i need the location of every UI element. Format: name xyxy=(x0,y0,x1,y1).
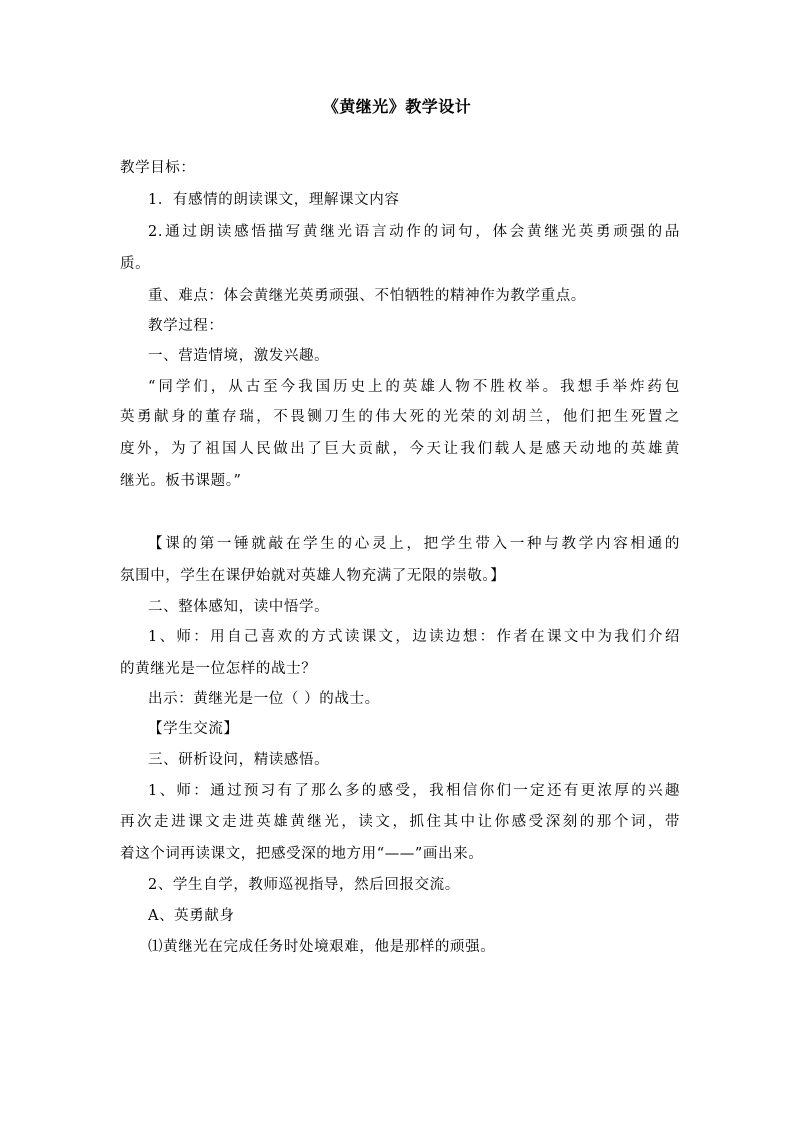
paragraph-line: 【课的第一锤就敲在学生的心灵上，把学生带入一种与教学内容相通的 xyxy=(148,536,680,552)
paragraph-line: 1．有感情的朗读课文，理解课文内容 xyxy=(148,192,400,208)
paragraph-line: 【学生交流】 xyxy=(148,721,239,737)
paragraph-line: 质。 xyxy=(120,256,151,272)
paragraph-line: 二、整体感知，读中悟学。 xyxy=(148,599,330,615)
paragraph-line: 1、师：用自己喜欢的方式读课文，边读边想：作者在课文中为我们介绍 xyxy=(148,629,680,645)
paragraph-line: 2、学生自学，教师巡视指导，然后回报交流。 xyxy=(148,877,460,893)
paragraph-line: 2.通过朗读感悟描写黄继光语言动作的词句，体会黄继光英勇顽强的品 xyxy=(148,224,680,240)
paragraph-line: 再次走进课文走进英雄黄继光，读文，抓住其中让你感受深刻的那个词，带 xyxy=(120,814,680,830)
document-title: 《黄继光》教学设计 xyxy=(322,97,472,116)
paragraph-line: 重、难点：体会黄继光英勇顽强、不怕牺牲的精神作为教学重点。 xyxy=(148,288,586,304)
paragraph-line: 教学过程： xyxy=(148,318,224,334)
paragraph-line: 三、研析设问，精读感悟。 xyxy=(148,752,330,768)
paragraph-line: 教学目标： xyxy=(120,160,196,176)
paragraph-line: 一、营造情境，激发兴趣。 xyxy=(148,348,330,364)
paragraph-line: 着这个词再读课文，把感受深的地方用“——”画出来。 xyxy=(120,846,484,862)
paragraph-line: 出示：黄继光是一位（ ）的战士。 xyxy=(148,691,380,707)
paragraph-line: 继光。板书课题。” xyxy=(120,473,242,489)
paragraph-line: 的黄继光是一位怎样的战士？ xyxy=(120,661,317,677)
paragraph-line: A、英勇献身 xyxy=(148,908,235,924)
paragraph-line: 英勇献身的董存瑞，不畏铡刀生的伟大死的光荣的刘胡兰，他们把生死置之 xyxy=(120,409,680,425)
paragraph-line: ⑴黄继光在完成任务时处境艰难，他是那样的顽强。 xyxy=(148,939,496,955)
paragraph-line: 1、师：通过预习有了那么多的感受，我相信你们一定还有更浓厚的兴趣 xyxy=(148,783,680,799)
paragraph-line: 度外，为了祖国人民做出了巨大贡献，今天让我们载人是感天动地的英雄黄 xyxy=(120,441,680,457)
paragraph-line: 氛围中，学生在课伊始就对英雄人物充满了无限的崇敬。】 xyxy=(120,568,506,584)
paragraph-line: “同学们，从古至今我国历史上的英雄人物不胜枚举。我想手举炸药包 xyxy=(148,379,680,395)
